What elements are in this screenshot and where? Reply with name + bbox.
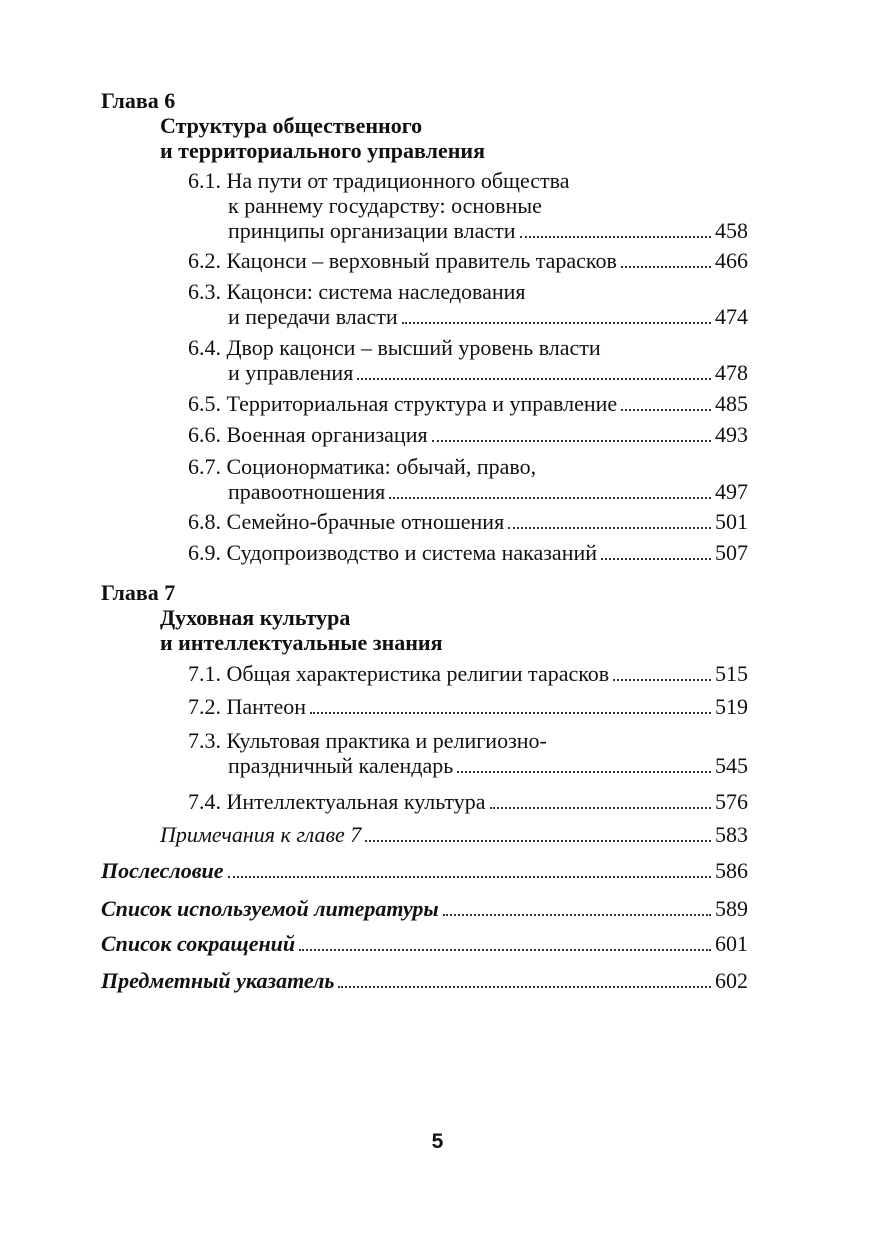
toc-entry-back-matter[interactable] — [101, 931, 748, 957]
toc-entry-page: 515 — [715, 661, 748, 686]
chapter-7-title-line-1: Духовная культура — [160, 605, 351, 630]
toc-entry-line: 7.3. Культовая практика и религиозно- — [188, 728, 547, 753]
chapter-6-title-line-1: Структура общественного — [160, 113, 423, 138]
toc-entry-page: 466 — [715, 248, 748, 273]
toc-entry[interactable] — [188, 509, 748, 535]
toc-entry[interactable] — [228, 218, 748, 244]
toc-entry-page: 493 — [715, 422, 748, 447]
toc-entry-label: 6.9. Судопроизводство и система наказаний — [188, 540, 598, 565]
dot-leader — [457, 771, 711, 773]
toc-entry[interactable] — [188, 789, 748, 815]
toc-entry-page: 602 — [715, 968, 748, 993]
toc-entry-back-matter[interactable] — [101, 968, 748, 994]
toc-entry-page: 501 — [715, 509, 748, 534]
toc-entry-label: 6.6. Военная организация — [188, 422, 428, 447]
toc-entry-page: 519 — [715, 694, 748, 719]
toc-entry-label: и управления — [228, 360, 354, 385]
toc-entry-label: 6.5. Территориальная структура и управление — [188, 391, 618, 416]
toc-entry-page: 586 — [715, 858, 748, 883]
toc-entry[interactable] — [228, 753, 748, 779]
toc-entry-page: 583 — [715, 822, 748, 847]
toc-entry-line: 6.3. Кацонси: система наследования — [188, 279, 526, 304]
toc-entry-line: к раннему государству: основные — [228, 193, 542, 218]
toc-entry-label: 7.4. Интеллектуальная культура — [188, 789, 486, 814]
dot-leader — [613, 679, 711, 681]
toc-entry-label: праздничный календарь — [228, 753, 454, 778]
toc-entry-page: 507 — [715, 540, 748, 565]
toc-entry[interactable] — [188, 694, 748, 720]
toc-entry-page: 474 — [715, 304, 748, 329]
chapter-7-title-line-2: и интеллектуальные знания — [160, 630, 443, 655]
dot-leader — [621, 266, 711, 268]
dot-leader — [432, 440, 711, 442]
dot-leader — [310, 712, 711, 714]
toc-entry-back-matter[interactable] — [101, 858, 748, 884]
toc-entry-label: Список сокращений — [101, 931, 296, 956]
toc-entry-page: 478 — [715, 360, 748, 385]
dot-leader — [490, 807, 712, 809]
dot-leader — [402, 322, 711, 324]
dot-leader — [357, 378, 711, 380]
toc-entry-page: 458 — [715, 218, 748, 243]
dot-leader — [389, 497, 711, 499]
toc-entry[interactable] — [188, 422, 748, 448]
toc-entry-page: 485 — [715, 391, 748, 416]
page-number: 5 — [431, 1130, 444, 1153]
toc-entry[interactable] — [188, 391, 748, 417]
toc-entry-label: 6.2. Кацонси – верховный правитель тарасков — [188, 248, 617, 273]
dot-leader — [443, 914, 711, 916]
toc-entry-label: и передачи власти — [228, 304, 398, 329]
toc-entry-notes-chapter-7[interactable] — [160, 822, 748, 848]
chapter-6-title-line-2: и территориального управления — [160, 138, 485, 163]
toc-entry-page: 545 — [715, 753, 748, 778]
dot-leader — [601, 558, 711, 560]
chapter-6-heading: Глава 6 — [101, 88, 176, 113]
toc-entry[interactable] — [228, 360, 748, 386]
dot-leader — [299, 949, 711, 951]
dot-leader — [520, 236, 711, 238]
toc-entry-line: 6.7. Соционорматика: обычай, право, — [188, 454, 537, 479]
toc-entry-label: 6.8. Семейно-брачные отношения — [188, 509, 505, 534]
dot-leader — [365, 840, 711, 842]
toc-entry-page: 601 — [715, 931, 748, 956]
dot-leader — [621, 409, 711, 411]
toc-entry-line: 6.1. На пути от традиционного общества — [188, 168, 570, 193]
dot-leader — [508, 527, 711, 529]
chapter-7-heading: Глава 7 — [101, 580, 176, 605]
toc-entry-label: принципы организации власти — [228, 218, 516, 243]
toc-entry-label: Послесловие — [101, 858, 224, 883]
toc-entry-page: 589 — [715, 896, 748, 921]
toc-entry-label: 7.1. Общая характеристика религии тарасков — [188, 661, 610, 686]
toc-entry-label: Список используемой литературы — [101, 896, 439, 921]
toc-entry[interactable] — [188, 540, 748, 566]
toc-entry-label: Примечания к главе 7 — [160, 822, 362, 847]
toc-entry-page: 576 — [715, 789, 748, 814]
toc-entry-label: Предметный указатель — [101, 968, 335, 993]
toc-entry[interactable] — [188, 248, 748, 274]
dot-leader — [338, 986, 711, 988]
toc-entry-back-matter[interactable] — [101, 896, 748, 922]
toc-entry[interactable] — [228, 479, 748, 505]
toc-entry-line: 6.4. Двор кацонси – высший уровень власти — [188, 335, 601, 360]
toc-entry-label: правоотношения — [228, 479, 386, 504]
toc-entry[interactable] — [228, 304, 748, 330]
dot-leader — [228, 876, 711, 878]
toc-entry-page: 497 — [715, 479, 748, 504]
toc-entry[interactable] — [188, 661, 748, 687]
toc-entry-label: 7.2. Пантеон — [188, 694, 307, 719]
